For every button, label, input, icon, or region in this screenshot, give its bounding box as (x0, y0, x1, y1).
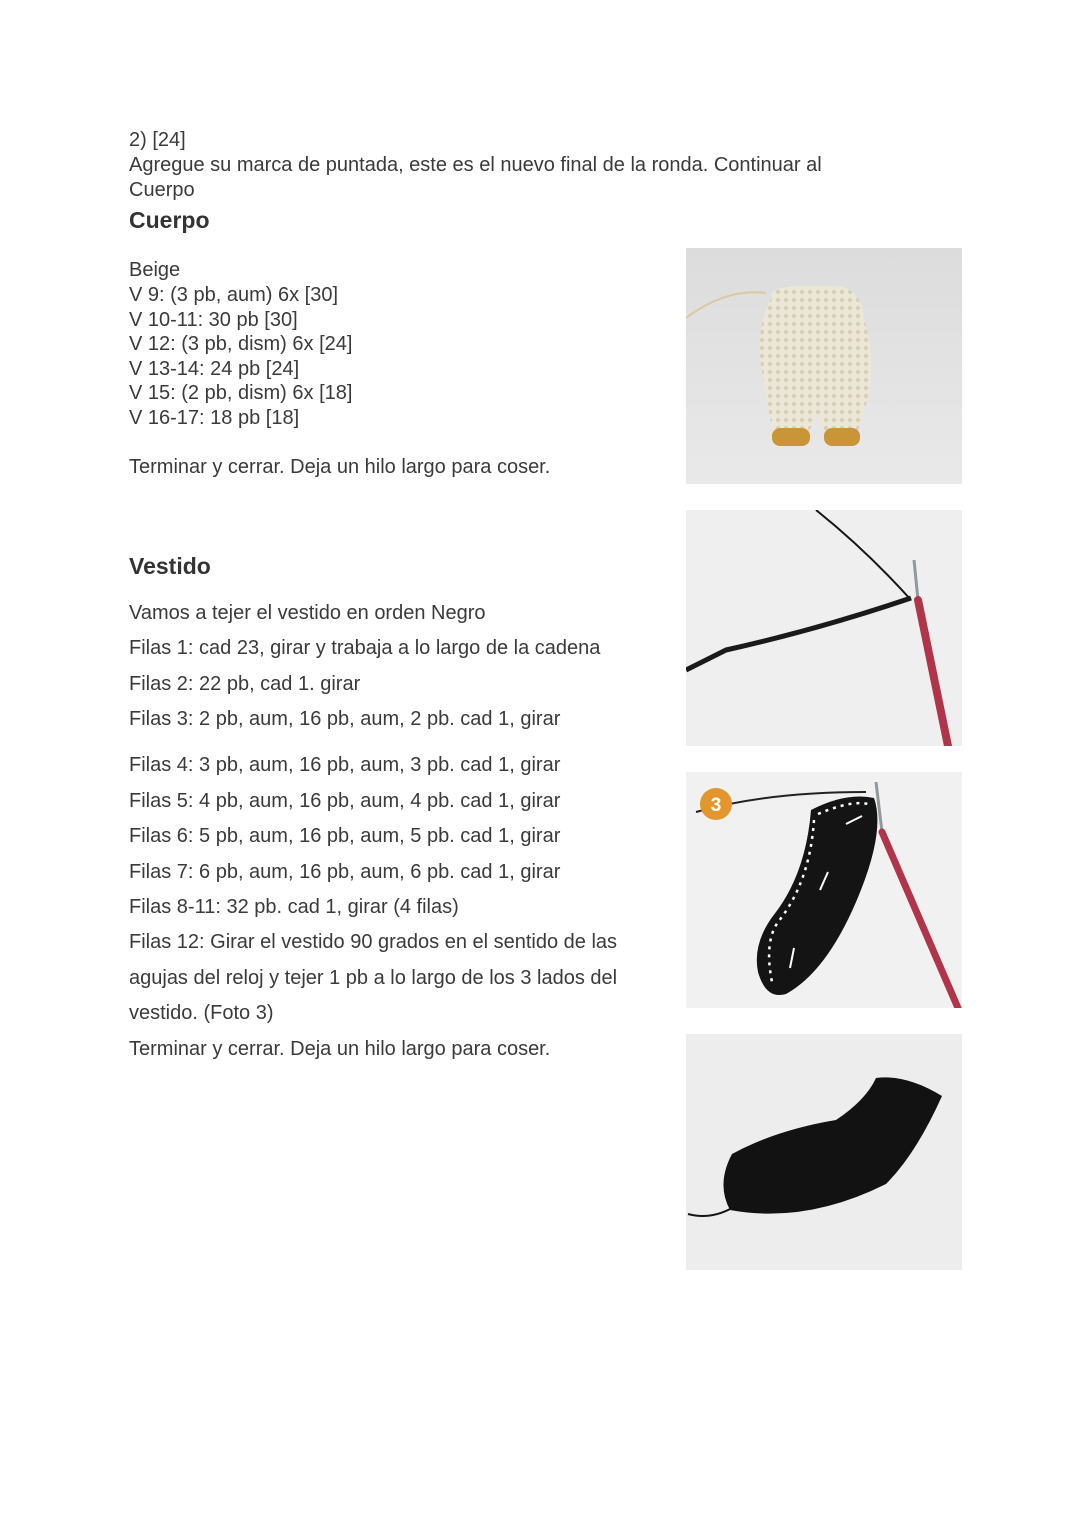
vestido-line: Filas 4: 3 pb, aum, 16 pb, aum, 3 pb. cad 1, girar (129, 754, 561, 776)
cuerpo-heading: Cuerpo (129, 207, 210, 233)
photo-badge-label: 3 (710, 795, 722, 816)
cuerpo-row: V 10-11: 30 pb [30] (129, 309, 298, 331)
vestido-line: Filas 7: 6 pb, aum, 16 pb, aum, 6 pb. cad 1, girar (129, 861, 561, 883)
vestido-line: Filas 12: Girar el vestido 90 grados en el sentido de las (129, 931, 618, 953)
intro-line-3: Cuerpo (129, 179, 195, 201)
vestido-line: vestido. (Foto 3) (129, 1002, 274, 1024)
cuerpo-color: Beige (129, 259, 181, 281)
intro-line-1: 2) [24] (129, 129, 186, 151)
chain-photo (686, 510, 962, 746)
cuerpo-finish: Terminar y cerrar. Deja un hilo largo para coser. (129, 456, 551, 478)
vestido-line: Vamos a tejer el vestido en orden Negro (129, 602, 486, 624)
vestido-line: Filas 8-11: 32 pb. cad 1, girar (4 filas) (129, 896, 459, 918)
vestido-line: Terminar y cerrar. Deja un hilo largo para coser. (129, 1038, 551, 1060)
vestido-line: Filas 6: 5 pb, aum, 16 pb, aum, 5 pb. cad 1, girar (129, 825, 561, 847)
vestido-line: agujas del reloj y tejer 1 pb a lo largo de los 3 lados del (129, 967, 618, 989)
vestido-line: Filas 2: 22 pb, cad 1. girar (129, 673, 361, 695)
cuerpo-row: V 12: (3 pb, dism) 6x [24] (129, 333, 353, 355)
vestido-line: Filas 3: 2 pb, aum, 16 pb, aum, 2 pb. cad 1, girar (129, 708, 561, 730)
cuerpo-photo (686, 248, 962, 484)
vestido-line: Filas 1: cad 23, girar y trabaja a lo largo de la cadena (129, 637, 601, 659)
intro-line-2: Agregue su marca de puntada, este es el nuevo final de la ronda. Continuar al (129, 154, 822, 176)
vestido-line: Filas 5: 4 pb, aum, 16 pb, aum, 4 pb. cad 1, girar (129, 790, 561, 812)
cuerpo-row: V 16-17: 18 pb [18] (129, 407, 300, 429)
cuerpo-row: V 13-14: 24 pb [24] (129, 358, 300, 380)
cuerpo-row: V 9: (3 pb, aum) 6x [30] (129, 284, 338, 306)
vestido-heading: Vestido (129, 553, 211, 579)
dress-finished-photo (686, 1034, 962, 1270)
dress-step-photo (686, 772, 962, 1008)
cuerpo-row: V 15: (2 pb, dism) 6x [18] (129, 382, 353, 404)
